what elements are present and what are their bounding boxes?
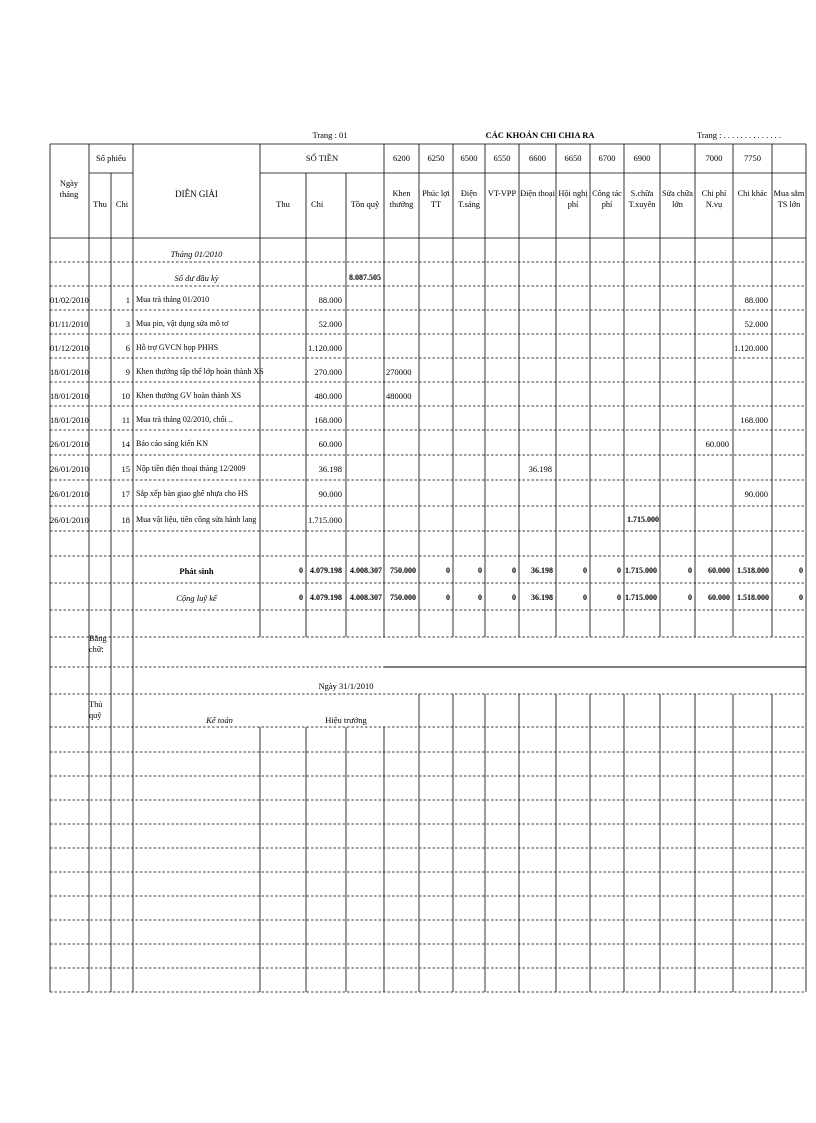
date-line: Ngày 31/1/2010: [318, 681, 374, 691]
row-chi-no: 6: [125, 343, 130, 353]
total-category: 36.198: [531, 593, 553, 602]
row-khen-thuong: 480000: [386, 391, 412, 401]
row-chi: 1.120.000: [308, 343, 342, 353]
header-category: Điện thoại: [520, 189, 555, 198]
row-chi: 52.000: [318, 319, 342, 329]
header-ngay-thang: Ngày tháng: [59, 179, 79, 200]
row-chi: 1.715.000: [308, 515, 342, 525]
row-chi: 36.198: [318, 464, 342, 474]
row-chi-no: 11: [121, 415, 130, 425]
header-so-phieu-chi: Chi: [115, 199, 129, 209]
total-label: Phát sinh: [179, 566, 214, 576]
total-category: 0: [478, 566, 482, 575]
total-category: 0: [799, 593, 803, 602]
row-desc: Nộp tiền điện thoại tháng 12/2009: [136, 464, 246, 473]
row-date: 26/01/2010: [50, 489, 89, 499]
total-category: 1.518.000: [737, 593, 769, 602]
row-khen-thuong: 270000: [386, 367, 412, 377]
total-chi: 4.079.198: [310, 593, 342, 602]
total-category: 0: [512, 566, 516, 575]
header-code: 6200: [393, 153, 410, 163]
header-code: 6600: [529, 153, 546, 163]
row-chi-no: 14: [121, 439, 130, 449]
total-category: 0: [617, 566, 621, 575]
row-chi: 168.000: [314, 415, 342, 425]
header-so-phieu: Số phiếu: [96, 153, 126, 163]
header-dien-giai: DIỄN GIẢI: [175, 189, 218, 199]
total-category: 1.518.000: [737, 566, 769, 575]
row-chi-no: 9: [125, 367, 130, 377]
header-code: 7000: [705, 153, 723, 163]
row-desc: Hỗ trợ GVCN họp PHHS: [136, 343, 219, 352]
row-date: 18/01/2010: [50, 391, 89, 401]
row-chi: 60.000: [318, 439, 342, 449]
header-so-tien: SỐ TIỀN: [305, 153, 339, 163]
header-category: S.chữa T.xuyên: [628, 189, 656, 210]
total-category: 0: [617, 593, 621, 602]
row-date: 18/01/2010: [50, 415, 89, 425]
header-code: 6700: [598, 153, 616, 163]
row-chi: 480.000: [314, 391, 342, 401]
header-code: 7750: [744, 153, 761, 163]
total-category: 0: [446, 593, 450, 602]
row-chi-khac: 1.120.000: [734, 343, 768, 353]
row-desc: Mua pin, vật dụng sửa mô tơ: [136, 319, 229, 328]
row-desc: Mua trà tháng 02/2010, chổi ..: [136, 415, 233, 424]
total-category: 0: [512, 593, 516, 602]
row-chi-no: 18: [121, 515, 130, 525]
header-so-phieu-thu: Thu: [93, 199, 107, 209]
header-chi: Chi: [311, 199, 324, 209]
total-category: 0: [446, 566, 450, 575]
row-chi-phi-nv: 60.000: [705, 439, 729, 449]
row-desc: Mua trà tháng 01/2010: [136, 295, 210, 304]
header-category: Khen thưởng: [389, 189, 414, 210]
header-ton-quy: Tồn quỹ: [350, 199, 380, 209]
row-chi-khac: 90.000: [744, 489, 768, 499]
total-category: 0: [688, 593, 692, 602]
opening-balance: 8.087.505: [349, 273, 381, 282]
signature-thu-quy: Thủ quỹ: [89, 700, 103, 721]
signature-hieu-truong: Hiệu trưởng: [325, 715, 367, 725]
header-category: VT-VPP: [487, 189, 517, 198]
total-category: 0: [583, 593, 587, 602]
header-code: 6550: [493, 153, 511, 163]
total-category: 0: [583, 566, 587, 575]
header-category: Sửa chữa lớn: [662, 189, 693, 210]
total-ton-quy: 4.008.307: [350, 593, 382, 602]
row-chi-no: 17: [121, 489, 130, 499]
row-chi-khac: 52.000: [744, 319, 768, 329]
header-category: Mua sắm TS lớn: [773, 189, 805, 210]
total-thu: 0: [299, 593, 303, 602]
row-chi: 90.000: [318, 489, 342, 499]
header-code: 6900: [633, 153, 651, 163]
row-sua-chua-tx: 1.715.000: [627, 515, 659, 524]
header-code: 6500: [460, 153, 478, 163]
month-label: Tháng 01/2010: [170, 249, 223, 259]
total-category: 0: [478, 593, 482, 602]
header-category: Điện T.sáng: [458, 189, 480, 210]
total-label: Cộng luỹ kế: [176, 593, 217, 603]
row-chi-khac: 168.000: [740, 415, 768, 425]
row-date: 01/02/2010: [50, 295, 89, 305]
total-ton-quy: 4.008.307: [350, 566, 382, 575]
row-date: 01/12/2010: [50, 343, 89, 353]
row-desc: Khen thưởng GV hoàn thành XS: [136, 391, 242, 400]
row-date: 26/01/2010: [50, 439, 89, 449]
header-category: Chi phí N.vụ: [701, 189, 727, 210]
row-chi-no: 3: [125, 319, 130, 329]
header-category: Hội nghị phí: [558, 189, 588, 210]
total-category: 60.000: [708, 593, 730, 602]
row-date: 26/01/2010: [50, 464, 89, 474]
header-thu: Thu: [276, 199, 290, 209]
header-category: Chi khác: [737, 189, 768, 198]
total-chi: 4.079.198: [310, 566, 342, 575]
row-desc: Khen thưởng tập thể lớp hoàn thành XS: [136, 367, 264, 376]
total-category: 1.715.000: [625, 566, 657, 575]
total-category: 750.000: [390, 566, 416, 575]
header-category: Phúc lợi TT: [422, 189, 450, 210]
total-category: 1.715.000: [625, 593, 657, 602]
bang-chu-label: Bằng chữ:: [89, 634, 107, 655]
signature-ke-toan: Kế toán: [206, 715, 233, 725]
row-desc: Mua vật liệu, tiền công sửa hành lang: [136, 515, 257, 524]
total-category: 60.000: [708, 566, 730, 575]
page-label-right: Trang : . . . . . . . . . . . . . .: [697, 130, 781, 140]
opening-label: Số dư đầu kỳ: [174, 273, 219, 283]
row-date: 26/01/2010: [50, 515, 89, 525]
row-chi-no: 1: [125, 295, 130, 305]
total-category: 36.198: [531, 566, 553, 575]
row-chi-khac: 88.000: [744, 295, 768, 305]
row-chi-no: 15: [121, 464, 130, 474]
header-category: Công tác phí: [592, 189, 622, 210]
row-chi-no: 10: [121, 391, 130, 401]
row-date: 18/01/2010: [50, 367, 89, 377]
total-category: 750.000: [390, 593, 416, 602]
header-code: 6650: [564, 153, 582, 163]
total-thu: 0: [299, 566, 303, 575]
row-desc: Sắp xếp bàn giao ghế nhựa cho HS: [136, 489, 249, 498]
total-category: 0: [799, 566, 803, 575]
page-label-left: Trang : 01: [312, 130, 348, 140]
row-dien-thoai: 36.198: [528, 464, 552, 474]
row-date: 01/11/2010: [50, 319, 89, 329]
row-desc: Báo cáo sáng kiến KN: [136, 439, 208, 448]
row-chi: 88.000: [318, 295, 342, 305]
report-title: CÁC KHOẢN CHI CHIA RA: [485, 130, 595, 140]
row-chi: 270.000: [314, 367, 342, 377]
total-category: 0: [688, 566, 692, 575]
header-code: 6250: [427, 153, 445, 163]
